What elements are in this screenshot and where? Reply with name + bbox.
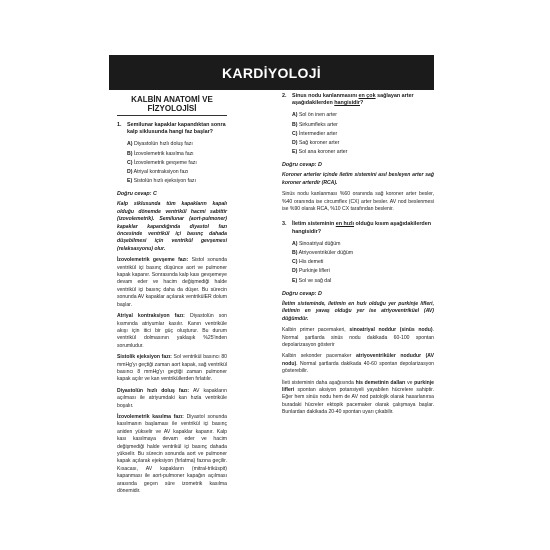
question-1-options <box>127 140 227 186</box>
paragraph-sistolik-ejeksiyon: Sistolik ejeksiyon fazı: Sol ventrikül basıncı 80 mmHg'yı geçtiği zaman aort kapak, sağ ventrikül basıncı 8 mmHg'yı geçtiği zaman pulmoner kapak açılır ve kan ventriküllerden fırlatılır. <box>117 354 227 383</box>
question-text: Sinus nodu kanlanmasını en çok sağlayan arter aşağıdakilerden hangisidir? <box>292 93 414 107</box>
question-number: 3. <box>282 221 287 228</box>
question-number: 2. <box>282 93 287 99</box>
explanation-2-bold: Koroner arterler içinde iletim sistemini asıl besleyen arter sağ koroner arterdir (RCA). <box>282 172 434 186</box>
question-text: Semilunar kapaklar kapandıktan sonra kalp siklusunda hangi faz başlar? <box>127 122 226 136</box>
paragraph-atriyal-kontraksiyon: Atriyal kontraksiyon fazı: Diyastolün son kısmında atriyumlar kasılır. Kanın ventriküle akışı için itici bir güç oluşturur. Bu durum ventrikül dolmasının yaklaşık %25'inden sorumludur. <box>117 313 227 349</box>
paragraph-his-purkinje: İleti sisteminin daha aşağısında his demetinin dalları ve purkinje lifleri spontan aksiyon potansiyeli yayabilen hücrelere sahiptir. Eğer hem sinüs nodu hem de AV nod patolojik olarak hasarlanırsa buradaki hücreler ektopik pacemaker olarak çalışmaya başlar. Bunlardan dakikada 20-40 spontan uyarı çıkabilir. <box>282 379 434 416</box>
option-b: B) İzovolemetrik kasılma fazı <box>127 150 194 157</box>
option-e: E) Sol ve sağ dal <box>292 277 332 284</box>
paragraph-izovolemetrik-kasilma: İzovolemetrik kasılma fazı: Diyastol sonunda kasılmanın başlaması ile ventrikül içi basınç aniden yükselir ve AV kapaklar kapanır. Kalp kası kasılmaya devam eder ve hacim değişmediği halde ventrikül içi basınç dahada yükselir. Bu sürecin sonunda aort ve pulmoner kapak açılarak ejeksiyon (fırlatma) fazına geçilir. Kısacası, AV kapakların (mitral-triküspit) kapanması ile aort-pulmoner kapağın açılması arasında geçen süre izometrik kasılma dönemidir. <box>117 413 227 495</box>
option-b: B) Atriyoventriküler düğüm <box>292 250 354 257</box>
question-2 <box>282 93 434 107</box>
answer-1: Doğru cevap: C <box>117 191 157 198</box>
option-e: E) Sol ana koroner arter <box>292 149 348 156</box>
question-text: İletim sisteminin en hızlı olduğu kısım aşağıdakilerden hangisidir? <box>292 221 432 235</box>
chapter-banner <box>109 55 434 90</box>
chapter-title: KARDİYOLOJİ <box>222 64 321 81</box>
option-c: C) İntermedier arter <box>292 130 338 137</box>
explanation-2: Sinüs nodu kanlanması %60 oranında sağ koroner arter besler, %40 oranında ise circumflex (CX) arter besler. AV nod beslenmesi ise %90 olarak RCA, %10 CX tarafından beslenir. <box>282 191 434 213</box>
section-title: KALBİN ANATOMİ VE FİZYOLOJİSİ <box>117 95 227 116</box>
explanation-3-bold: İletim sisteminde, iletimin en hızlı olduğu yer purkinje lifleri, iletimin en yavaş olduğu yer ise atriyoventriküel (AV) düğümdür. <box>282 300 434 322</box>
option-a: A) Sol ön inen arter <box>292 112 338 119</box>
option-d: D) Purkinje lifleri <box>292 268 330 275</box>
option-b: B) Sirkumfleks arter <box>292 121 338 128</box>
question-3 <box>282 221 434 235</box>
paragraph-hizli-dolus: Diyastolün hızlı doluş fazı: AV kapakların açılması ile atriyumdaki kan hızla ventriküle boşalır. <box>117 387 228 409</box>
question-3-options <box>292 240 434 286</box>
explanation-bold: Kalp siklusunda tüm kapakların kapalı olduğu dönemde ventrikül hacmi sabittir (izovolemetrik). Semilunar (aort-pulmoner) kapaklar kapandığında diyastol fazı öncesinde ventrikül içi basınç dahada düşebilmesi için ventrikül gevşemesi (relaksasyonu) olur. <box>117 201 227 252</box>
option-d: D) Sağ koroner arter <box>292 140 340 147</box>
paragraph-sinus-nodu: Kalbin primer pacemakeri, sinoatriyal noddur (sinüs nodu). Normal şartlarda sinüs nodu dakikada 60-100 spontan depolarizasyon gösterir <box>282 327 434 348</box>
paragraph-izovolemetrik-gevseme: İzovolemetrik gevşeme fazı: Sistol sonunda ventrikül içi basınç düşünce aort ve pulmoner kapak kapanır. Sonrasında kalp kası gevşemeye devam eder ve hacim değişmediği halde ventrikül içi basınç daha da düşer. Bu sürecin sonunda AV kapaklar açılarak ventrikülER dolum başlar. <box>117 257 227 308</box>
option-e: E) Sistolün hızlı ejeksiyon fazı <box>127 178 196 185</box>
right-column <box>282 93 434 421</box>
question-2-options <box>292 111 434 157</box>
answer-2: Doğru cevap: D <box>282 162 322 169</box>
paragraph-av-nodu: Kalbin sekonder pacemaker atriyoventriküler nodudur (AV nodu). Normal şartlarda dakikada 40-60 spontan depolarizasyon gösterebilir. <box>282 353 435 375</box>
question-number: 1. <box>117 122 122 128</box>
option-d: D) Atriyal kontraksiyon fazı <box>127 169 189 176</box>
option-c: C) His demeti <box>292 259 324 266</box>
option-a: A) Sinoatriyal düğüm <box>292 240 341 247</box>
option-a: A) Diyastolün hızlı doluş fazı <box>127 141 193 148</box>
question-1 <box>117 122 227 136</box>
option-c: C) İzovolemetrik gevşeme fazı <box>127 159 197 166</box>
left-column <box>117 93 227 499</box>
answer-3: Doğru cevap: D <box>282 290 322 297</box>
